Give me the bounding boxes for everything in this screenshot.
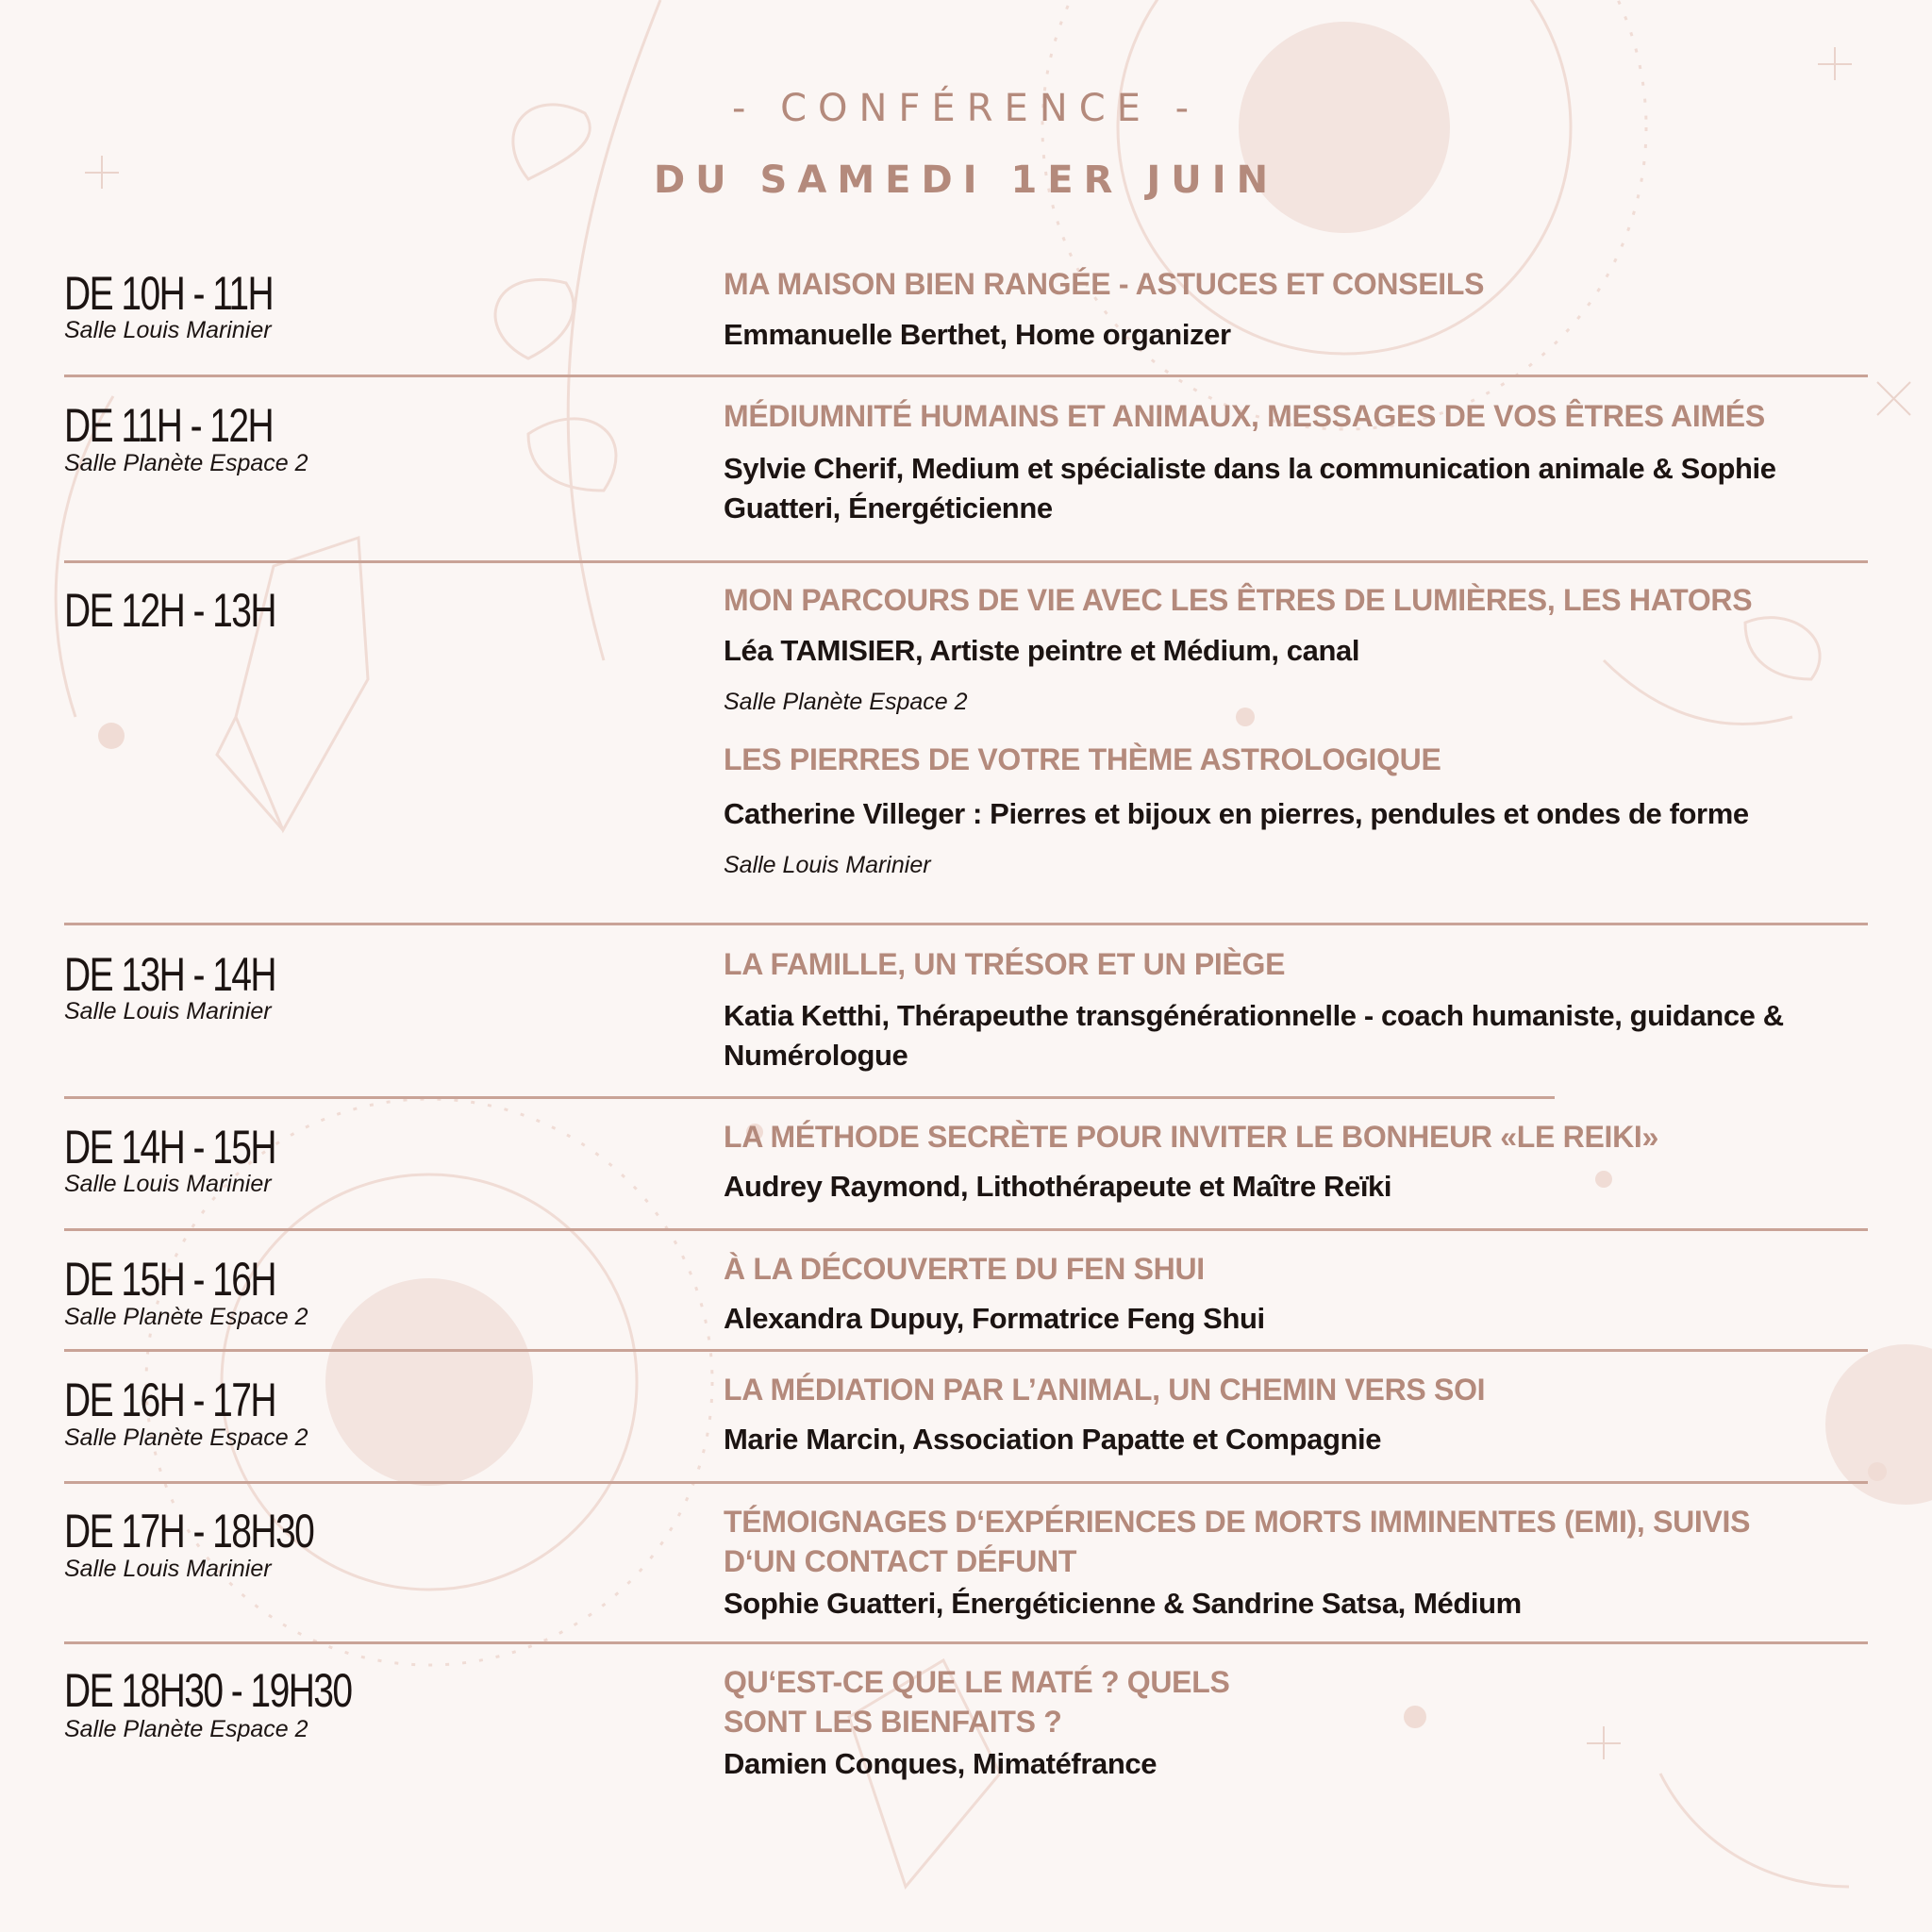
divider xyxy=(64,560,1868,563)
talk-speaker: Sylvie Cherif, Medium et spécialiste dans la communication animale & Sophie Guatteri, Énergéticienne xyxy=(724,452,1776,525)
talk-title: À LA DÉCOUVERTE DU FEN SHUI xyxy=(724,1252,1205,1286)
session-time: DE 14H - 15H xyxy=(64,1121,276,1174)
divider xyxy=(64,1349,1868,1352)
session-room: Salle Planète Espace 2 xyxy=(64,450,308,476)
divider xyxy=(64,1641,1868,1644)
session-time: DE 12H - 13H xyxy=(64,584,276,637)
session-time: DE 15H - 16H xyxy=(64,1253,276,1306)
talk-title: LA MÉDIATION PAR L’ANIMAL, UN CHEMIN VERS SOI xyxy=(724,1373,1486,1407)
talk-title: LES PIERRES DE VOTRE THÈME ASTROLOGIQUE xyxy=(724,742,1441,776)
talk-speaker: Sophie Guatteri, Énergéticienne & Sandrine Satsa, Médium xyxy=(724,1587,1522,1620)
talk-room: Salle Louis Marinier xyxy=(724,852,931,878)
divider xyxy=(64,1481,1868,1484)
session-room: Salle Louis Marinier xyxy=(64,998,272,1024)
talk-title: MA MAISON BIEN RANGÉE - ASTUCES ET CONSEILS xyxy=(724,267,1485,301)
session-room: Salle Planète Espace 2 xyxy=(64,1716,308,1742)
session-time: DE 16H - 17H xyxy=(64,1374,276,1426)
talk-speaker: Alexandra Dupuy, Formatrice Feng Shui xyxy=(724,1302,1265,1335)
talk-title: QU‘EST-CE QUE LE MATÉ ? QUELS SONT LES BIENFAITS ? xyxy=(724,1665,1230,1739)
session-room: Salle Louis Marinier xyxy=(64,1556,272,1582)
talk-room: Salle Planète Espace 2 xyxy=(724,689,968,715)
talk-speaker: Katia Ketthi, Thérapeuthe transgénérationnelle - coach humaniste, guidance & Numérologue xyxy=(724,999,1784,1072)
header-title: DU SAMEDI 1ER JUIN xyxy=(653,158,1279,202)
talk-title: LA MÉTHODE SECRÈTE POUR INVITER LE BONHEUR «LE REIKI» xyxy=(724,1120,1659,1154)
session-time: DE 10H - 11H xyxy=(64,267,274,320)
session-room: Salle Planète Espace 2 xyxy=(64,1304,308,1330)
session-time: DE 18H30 - 19H30 xyxy=(64,1664,352,1717)
talk-title: TÉMOIGNAGES D‘EXPÉRIENCES DE MORTS IMMINENTES (EMI), SUIVIS D‘UN CONTACT DÉFUNT xyxy=(724,1505,1751,1578)
talk-title: LA FAMILLE, UN TRÉSOR ET UN PIÈGE xyxy=(724,947,1286,981)
session-room: Salle Louis Marinier xyxy=(64,1171,272,1197)
session-time: DE 11H - 12H xyxy=(64,399,274,452)
talk-speaker: Catherine Villeger : Pierres et bijoux en pierres, pendules et ondes de forme xyxy=(724,797,1749,830)
divider xyxy=(64,1096,1555,1099)
session-room: Salle Planète Espace 2 xyxy=(64,1424,308,1451)
session-time: DE 13H - 14H xyxy=(64,948,276,1001)
divider xyxy=(64,375,1868,377)
header-kicker: - CONFÉRENCE - xyxy=(731,87,1201,130)
talk-speaker: Léa TAMISIER, Artiste peintre et Médium, canal xyxy=(724,634,1360,667)
divider xyxy=(64,1228,1868,1231)
divider xyxy=(64,923,1868,925)
talk-title: MÉDIUMNITÉ HUMAINS ET ANIMAUX, MESSAGES DE VOS ÊTRES AIMÉS xyxy=(724,399,1765,433)
talk-title: MON PARCOURS DE VIE AVEC LES ÊTRES DE LUMIÈRES, LES HATORS xyxy=(724,583,1753,617)
session-time: DE 17H - 18H30 xyxy=(64,1505,314,1557)
talk-speaker: Audrey Raymond, Lithothérapeute et Maître Reïki xyxy=(724,1170,1392,1203)
talk-speaker: Emmanuelle Berthet, Home organizer xyxy=(724,318,1231,351)
talk-speaker: Marie Marcin, Association Papatte et Compagnie xyxy=(724,1423,1382,1456)
session-room: Salle Louis Marinier xyxy=(64,317,272,343)
talk-speaker: Damien Conques, Mimatéfrance xyxy=(724,1747,1158,1780)
